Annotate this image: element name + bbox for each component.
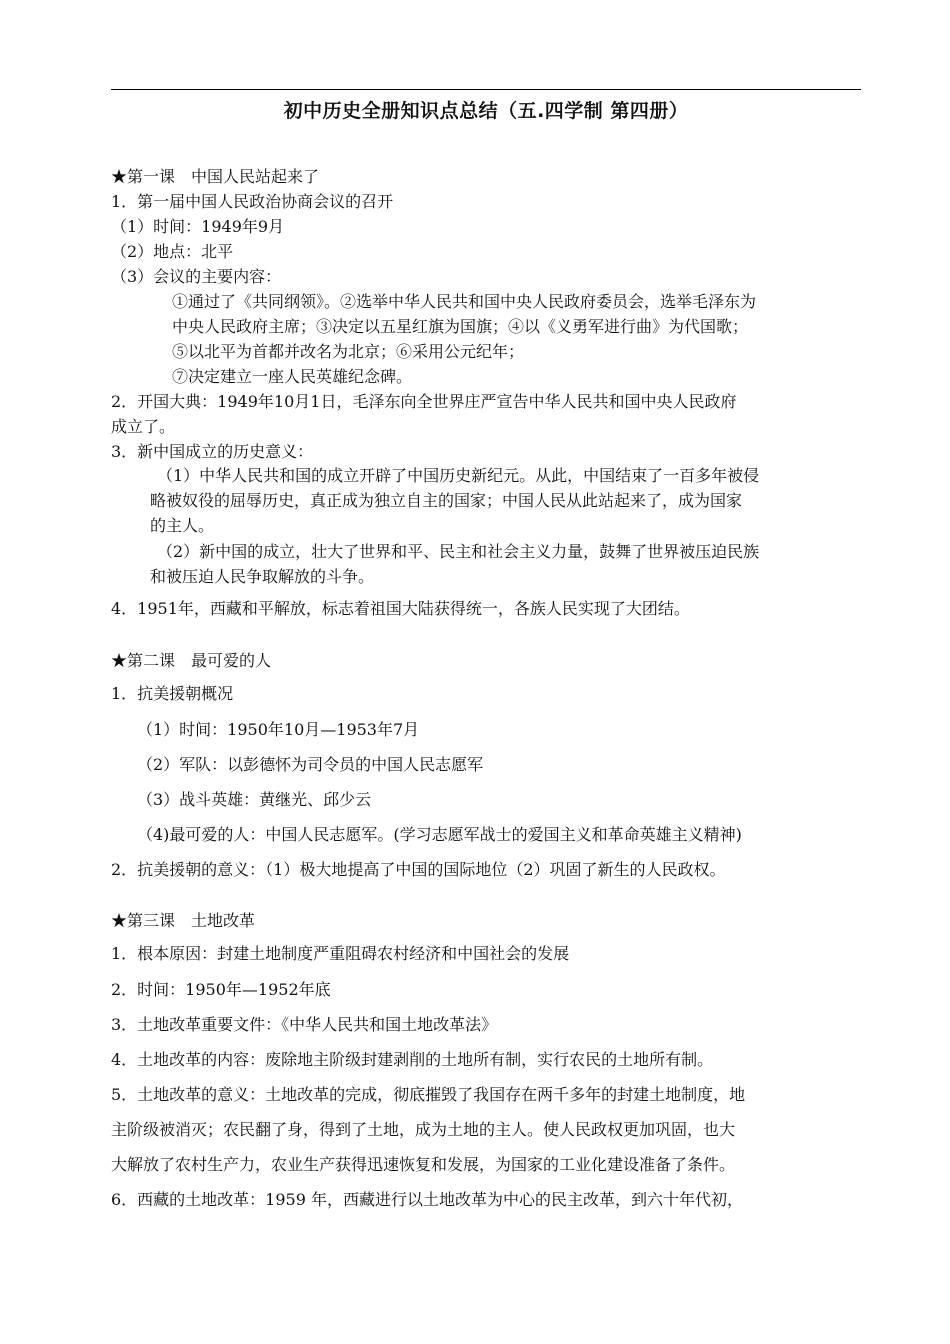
list-item: 4．1951年，西藏和平解放，标志着祖国大陆获得统一，各族人民实现了大团结。 <box>111 599 690 618</box>
list-item: （3）会议的主要内容： <box>111 267 282 286</box>
list-item: 的主人。 <box>150 516 215 535</box>
list-item: 中央人民政府主席；③决定以五星红旗为国旗；④以《义勇军进行曲》为代国歌； <box>172 317 749 336</box>
list-item: 1．第一届中国人民政治协商会议的召开 <box>111 192 394 211</box>
list-item: 主阶级被消灭；农民翻了身，得到了土地，成为土地的主人。使人民政权更加巩固，也大 <box>111 1120 736 1139</box>
list-item: （4)最可爱的人：中国人民志愿军。(学习志愿军战士的爱国主义和革命英雄主义精神) <box>137 825 742 844</box>
list-item: 3．土地改革重要文件：《中华人民共和国土地改革法》 <box>111 1015 498 1034</box>
list-item: ⑦决定建立一座人民英雄纪念碑。 <box>172 367 413 386</box>
list-item: ⑤以北平为首都并改名为北京；⑥采用公元纪年； <box>172 342 525 361</box>
lesson-heading: ★第三课 土地改革 <box>111 911 256 930</box>
list-item: ①通过了《共同纲领》。②选举中华人民共和国中央人民政府委员会，选举毛泽东为 <box>172 292 757 311</box>
list-item: （2）新中国的成立，壮大了世界和平、民主和社会主义力量，鼓舞了世界被压迫民族 <box>157 542 760 561</box>
list-item: 3．新中国成立的历史意义： <box>111 442 314 461</box>
list-item: （3）战斗英雄：黄继光、邱少云 <box>137 790 372 809</box>
header-rule <box>111 89 861 90</box>
lesson-heading: ★第一课 中国人民站起来了 <box>111 167 320 186</box>
list-item: 2．时间：1950年—1952年底 <box>111 980 331 999</box>
list-item: （2）地点：北平 <box>111 242 234 261</box>
list-item: 6．西藏的土地改革：1959 年，西藏进行以土地改革为中心的民主改革，到六十年代初， <box>111 1190 743 1209</box>
page-title: 初中历史全册知识点总结（五.四学制 第四册） <box>283 100 689 122</box>
list-item: 和被压迫人民争取解放的斗争。 <box>150 567 375 586</box>
list-item: 大解放了农村生产力，农业生产获得迅速恢复和发展，为国家的工业化建设准备了条件。 <box>111 1155 736 1174</box>
list-item: 1．抗美援朝概况 <box>111 684 234 703</box>
list-item: 4．土地改革的内容：废除地主阶级封建剥削的土地所有制，实行农民的土地所有制。 <box>111 1050 714 1069</box>
list-item: （1）时间：1949年9月 <box>111 217 285 236</box>
list-item: 2．抗美援朝的意义：（1）极大地提高了中国的国际地位（2）巩固了新生的人民政权。 <box>111 860 726 879</box>
list-item: （1）时间：1950年10月—1953年7月 <box>137 720 420 739</box>
list-item: 1．根本原因：封建土地制度严重阻碍农村经济和中国社会的发展 <box>111 944 570 963</box>
list-item: 略被奴役的屈辱历史，真正成为独立自主的国家；中国人民从此站起来了，成为国家 <box>150 491 743 510</box>
lesson-heading: ★第二课 最可爱的人 <box>111 651 272 670</box>
list-item: 成立了。 <box>111 417 176 436</box>
list-item: 5．土地改革的意义：土地改革的完成，彻底摧毁了我国存在两千多年的封建土地制度，地 <box>111 1085 746 1104</box>
list-item: （1）中华人民共和国的成立开辟了中国历史新纪元。从此，中国结束了一百多年被侵 <box>157 466 760 485</box>
list-item: 2．开国大典：1949年10月1日，毛泽东向全世界庄严宣告中华人民共和国中央人民政府 <box>111 392 737 411</box>
list-item: （2）军队：以彭德怀为司令员的中国人民志愿军 <box>137 755 484 774</box>
